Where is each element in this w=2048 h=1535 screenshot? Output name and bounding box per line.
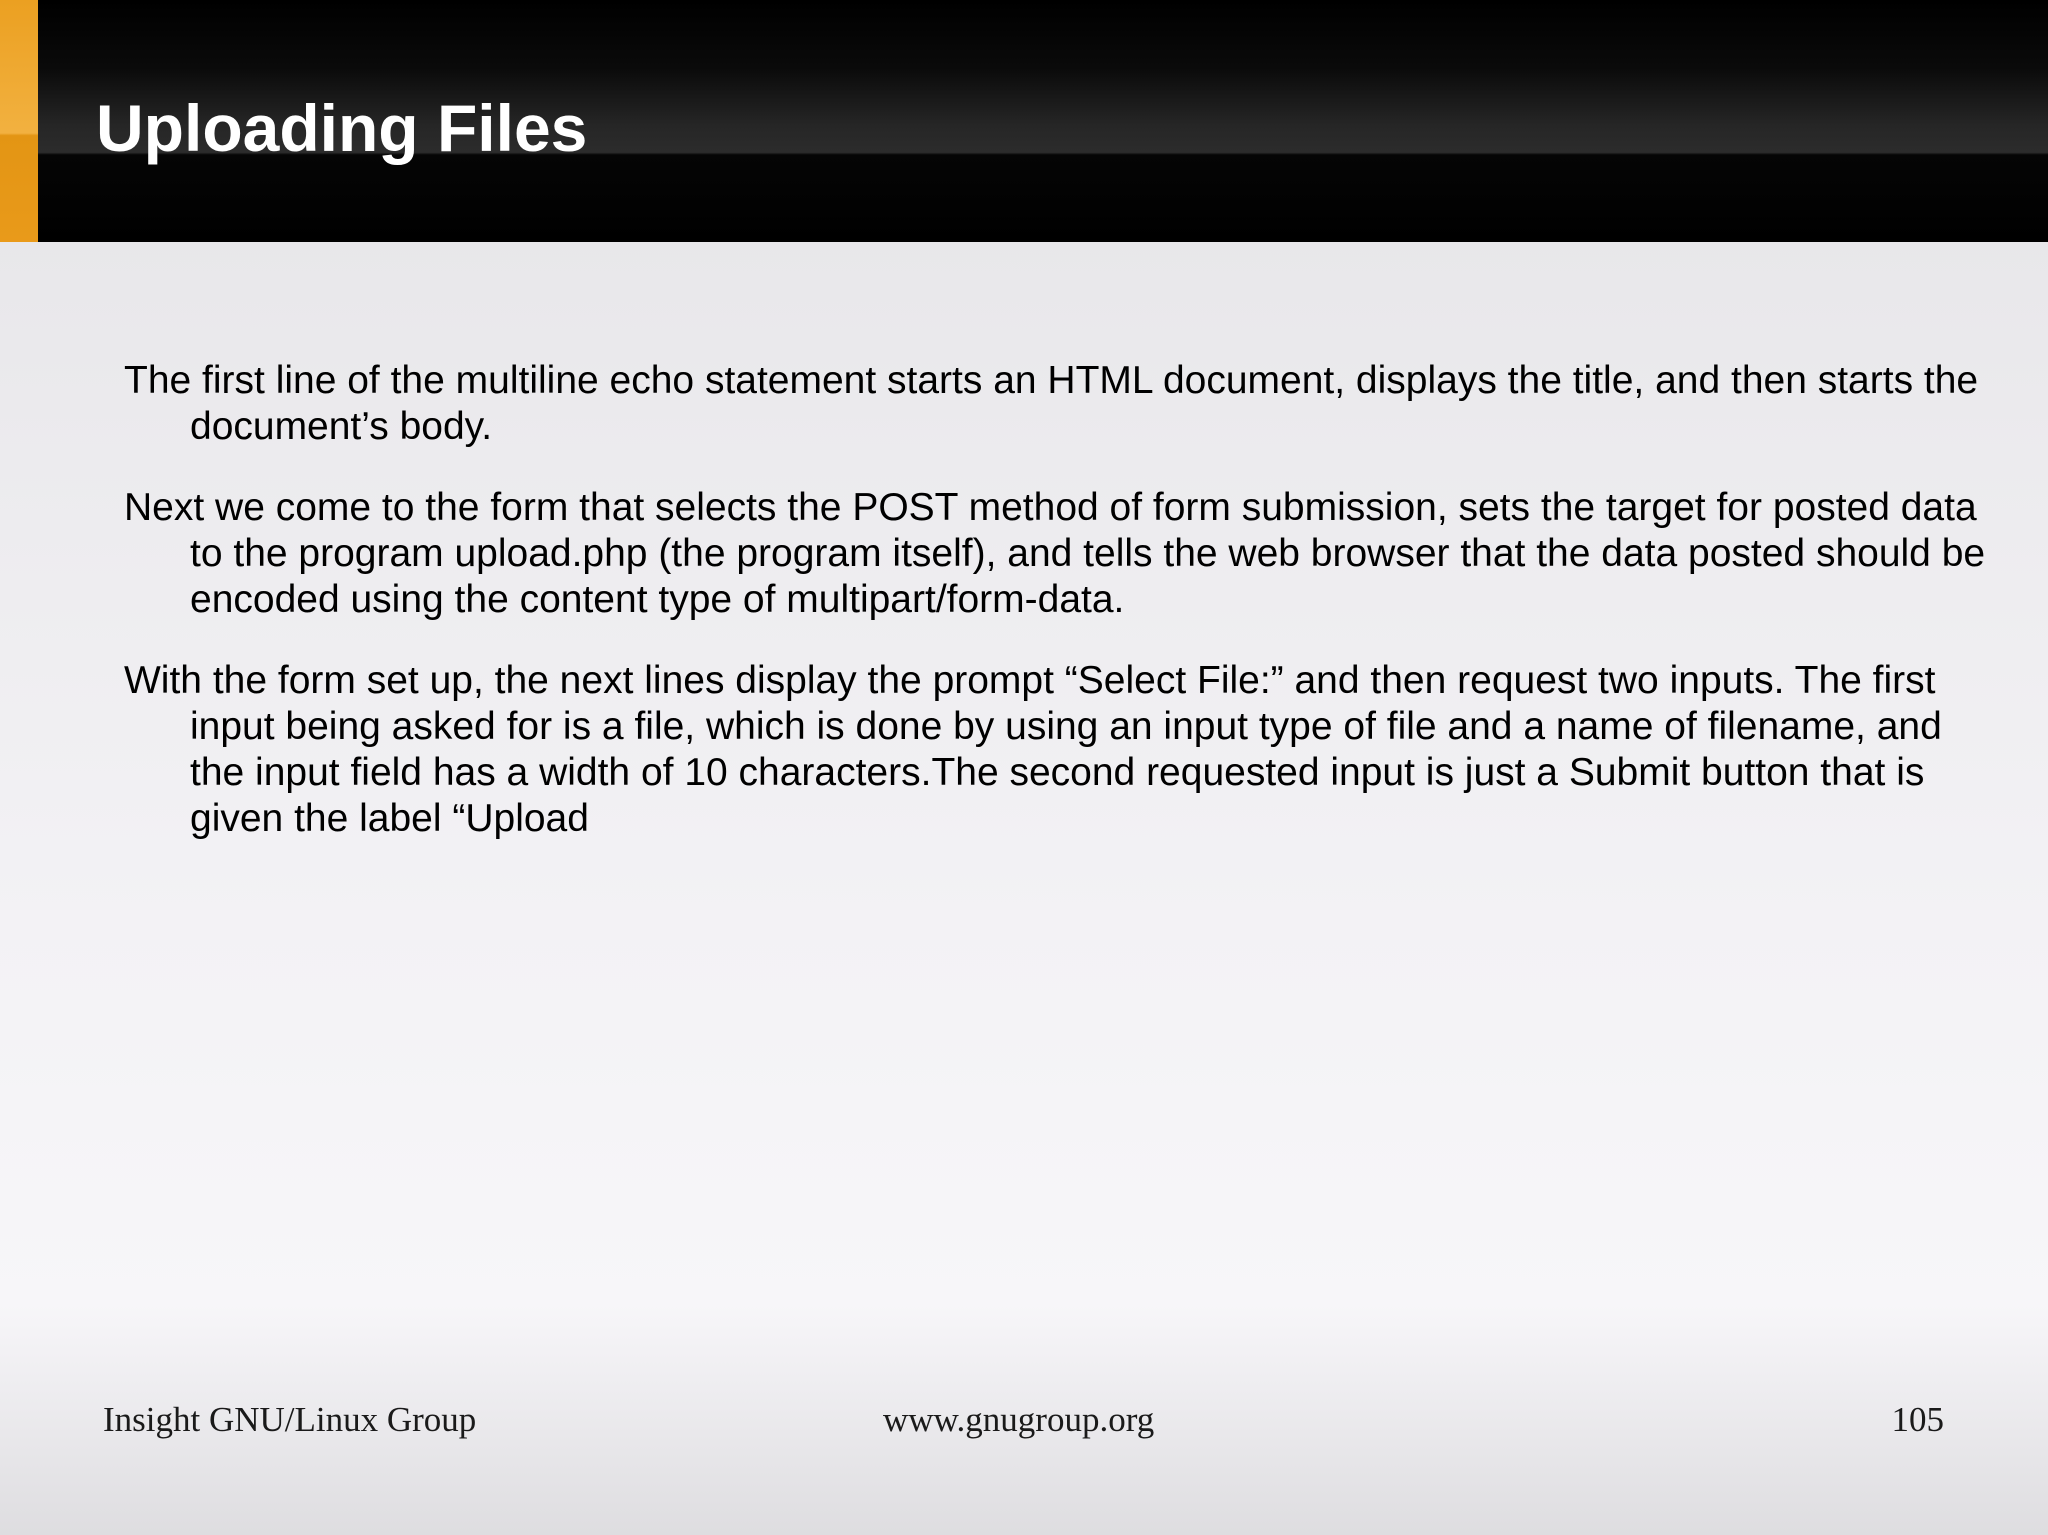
footer-organization: Insight GNU/Linux Group	[103, 1400, 477, 1439]
slide-title: Uploading Files	[96, 91, 588, 165]
slide-body	[124, 358, 2004, 877]
footer-website: www.gnugroup.org	[883, 1400, 1155, 1439]
title-bar	[0, 0, 2048, 242]
body-paragraph-2: Next we come to the form that selects the POST method of form submission, sets the target for posted data to the program upload.php (the program itself), and tells the web browser that the data posted should be encoded using the content type of multipart/form-data.	[124, 486, 1986, 621]
accent-stripe	[0, 0, 38, 242]
body-paragraph-1: The first line of the multiline echo statement starts an HTML document, displays the title, and then starts the document’s body.	[124, 359, 1979, 448]
page-number: 105	[1891, 1400, 1944, 1439]
body-paragraph-3: With the form set up, the next lines display the prompt “Select File:” and then request two inputs. The first input being asked for is a file, which is done by using an input type of file and a name of filename, and the input field has a width of 10 characters.The second requested input is just a Submit button that is given the label “Upload	[124, 659, 1942, 840]
